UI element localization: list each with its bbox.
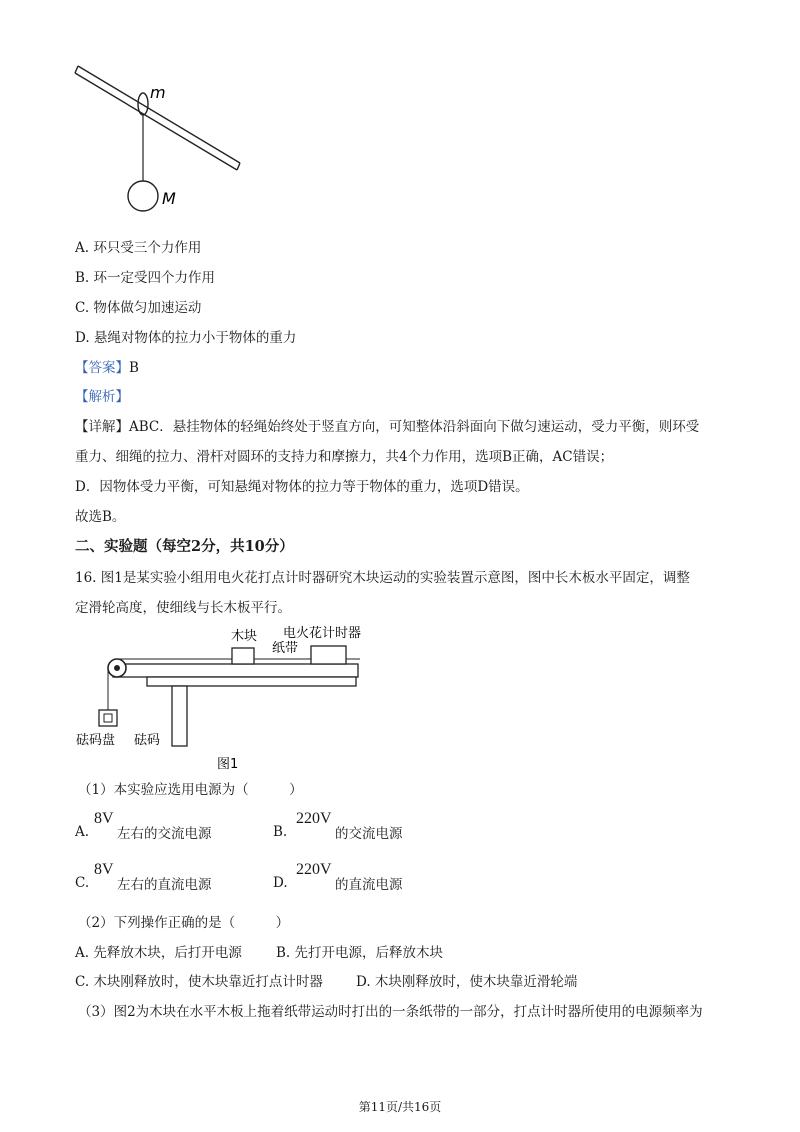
q16-sub1-option-a-letter: A. [75,824,90,840]
pulley-axle [114,665,120,671]
weight-label: 砝码 [134,733,161,748]
weight [104,714,112,722]
conclusion: 故选B。 [75,509,126,525]
q16-sub2-option-c: C. 木块刚释放时，使木块靠近打点计时器 [75,974,323,990]
wood-block [232,648,254,664]
answer-tag: 【答案】 [75,360,129,376]
q16-sub1-option-b-text: 的交流电源 [335,826,403,842]
q16-sub1-option-b-voltage: 220V [296,810,332,827]
detail-tag: 【详解】 [75,419,129,435]
q15-option-b: B. 环一定受四个力作用 [75,270,216,286]
q16-sub1-option-c-letter: C. [75,875,90,891]
detail-line-2: 重力、细绳的拉力、滑杆对圆环的支持力和摩擦力，共4个力作用，选项B正确，AC错误； [75,449,614,465]
q16-sub2-option-b: B. 先打开电源，后释放木块 [276,945,444,961]
detail-line-3: D．因物体受力平衡，可知悬绳对物体的拉力等于物体的重力，选项D错误。 [75,479,529,495]
q16-sub1-question: （1）本实验应选用电源为（ ） [78,782,303,798]
q16-sub2-option-d: D. 木块刚释放时，使木块靠近滑轮端 [356,974,578,990]
section-title: 二、实验题（每空2分，共10分） [75,538,294,555]
ring-mass-label: m [150,83,166,102]
q16-sub2-option-a: A. 先释放木块，后打开电源 [75,945,242,961]
q16-sub1-option-c-text: 左右的直流电源 [117,877,212,893]
q15-option-d: D. 悬绳对物体的拉力小于物体的重力 [75,330,297,346]
table-leg [172,686,187,746]
q16-sub1-option-d-text: 的直流电源 [335,877,403,893]
tape-label: 纸带 [272,641,299,656]
timer-label: 电火花计时器 [283,626,362,641]
q16-sub1-option-a-voltage: 8V [94,810,114,827]
pan-label: 砝码盘 [76,733,116,748]
q16-stem-line-1: 16. 图1是某实验小组用电火花打点计时器研究木块运动的实验装置示意图，图中长木板水平固定，调整 [75,570,690,586]
q16-stem-line-2: 定滑轮高度，使细线与长木板平行。 [75,600,291,616]
q16-sub1-option-a-text: 左右的交流电源 [117,826,212,842]
q16-sub1-option-c-voltage: 8V [94,861,114,878]
q16-sub2-question: （2）下列操作正确的是（ ） [78,915,290,931]
analysis-tag: 【解析】 [75,389,129,405]
q15-option-a: A. 环只受三个力作用 [75,240,202,256]
table-top [147,677,356,686]
q16-sub1-option-d-voltage: 220V [296,861,332,878]
q15-option-c: C. 物体做匀加速运动 [75,300,202,316]
page-footer: 第11页/共16页 [358,1100,442,1114]
q16-sub3-line-1: （3）图2为木块在水平木板上拖着纸带运动时打出的一条纸带的一部分，打点计时器所使用的电源频率为 [78,1004,703,1020]
figure-1-caption: 图1 [217,757,239,772]
q16-sub1-option-b-letter: B. [273,824,288,840]
spark-timer [311,646,346,664]
q16-sub1-option-d-letter: D. [273,875,288,891]
long-board [113,664,358,677]
hanging-mass-label: M [162,189,176,208]
block-label: 木块 [231,629,258,644]
detail-text-1: ABC．悬挂物体的轻绳始终处于竖直方向，可知整体沿斜面向下做匀速运动，受力平衡，则环受 [129,419,700,435]
answer-value: B [129,360,139,376]
